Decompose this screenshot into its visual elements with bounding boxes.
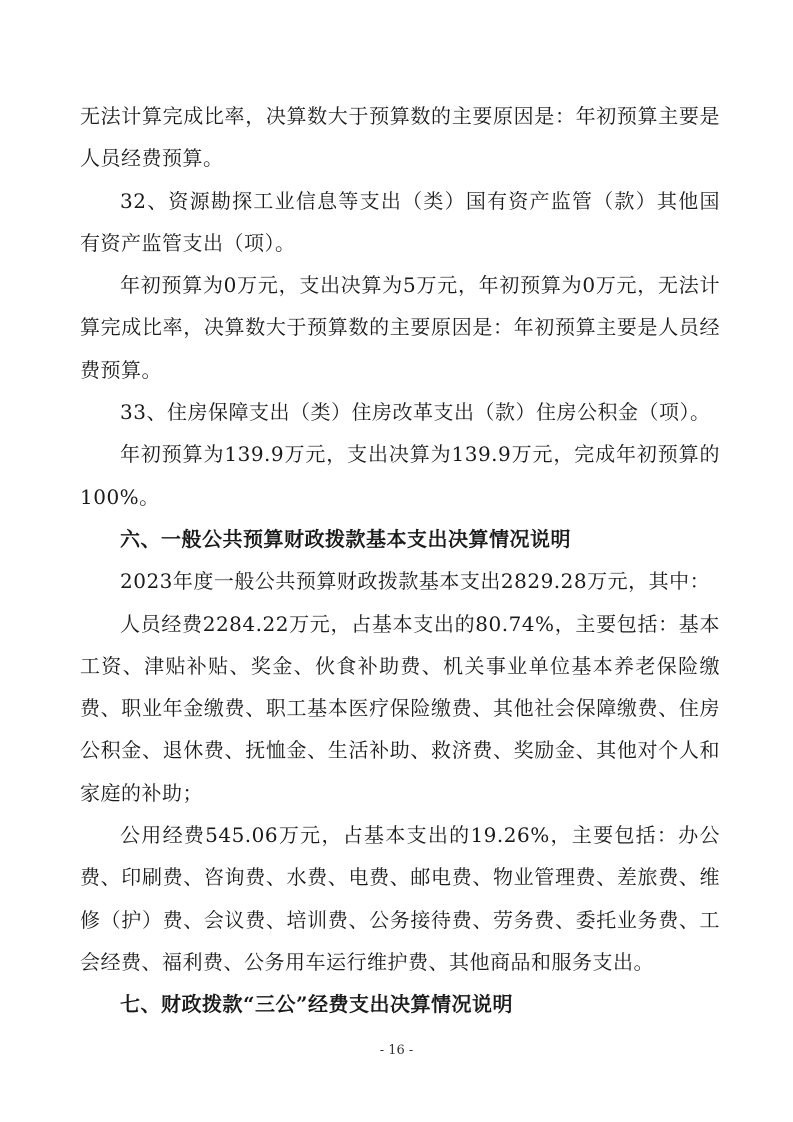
paragraph-public-expenses: 公用经费545.06万元，占基本支出的19.26%，主要包括：办公费、印刷费、咨询费、水费、电费、邮电费、物业管理费、差旅费、维修（护）费、会议费、培训费、公务接待费、劳务费、委托业务费、工会经费、福利费、公务用车运行维护费、其他商品和服务支出。 xyxy=(80,823,720,974)
paragraph-personnel-expenses: 人员经费2284.22万元，占基本支出的80.74%，主要包括：基本工资、津贴补贴、奖金、伙食补助费、机关事业单位基本养老保险缴费、职业年金缴费、职工基本医疗保险缴费、其他社会保障缴费、住房公积金、退休费、抚恤金、生活补助、救济费、奖励金、其他对个人和家庭的补助； xyxy=(80,611,720,805)
paragraph-1: 无法计算完成比率，决算数大于预算数的主要原因是：年初预算主要是人员经费预算。 xyxy=(80,104,720,171)
paragraph-basic-expenditure-total: 2023年度一般公共预算财政拨款基本支出2829.28万元，其中： xyxy=(120,569,711,594)
paragraph-item-32-title: 32、资源勘探工业信息等支出（类）国有资产监管（款）其他国有资产监管支出（项）。 xyxy=(80,188,720,255)
document-body xyxy=(80,95,720,1026)
paragraph-item-32-detail: 年初预算为0万元，支出决算为5万元，年初预算为0万元，无法计算完成比率，决算数大于预算数的主要原因是：年初预算主要是人员经费预算。 xyxy=(80,273,720,382)
paragraph-item-33-detail: 年初预算为139.9万元，支出决算为139.9万元，完成年初预算的100%。 xyxy=(80,442,720,509)
page-number: - 16 - xyxy=(379,1043,414,1058)
paragraph-item-33-title: 33、住房保障支出（类）住房改革支出（款）住房公积金（项）。 xyxy=(120,400,711,425)
section-heading-6: 六、一般公共预算财政拨款基本支出决算情况说明 xyxy=(120,526,571,551)
section-heading-7: 七、财政拨款“三公”经费支出决算情况说明 xyxy=(120,992,514,1017)
